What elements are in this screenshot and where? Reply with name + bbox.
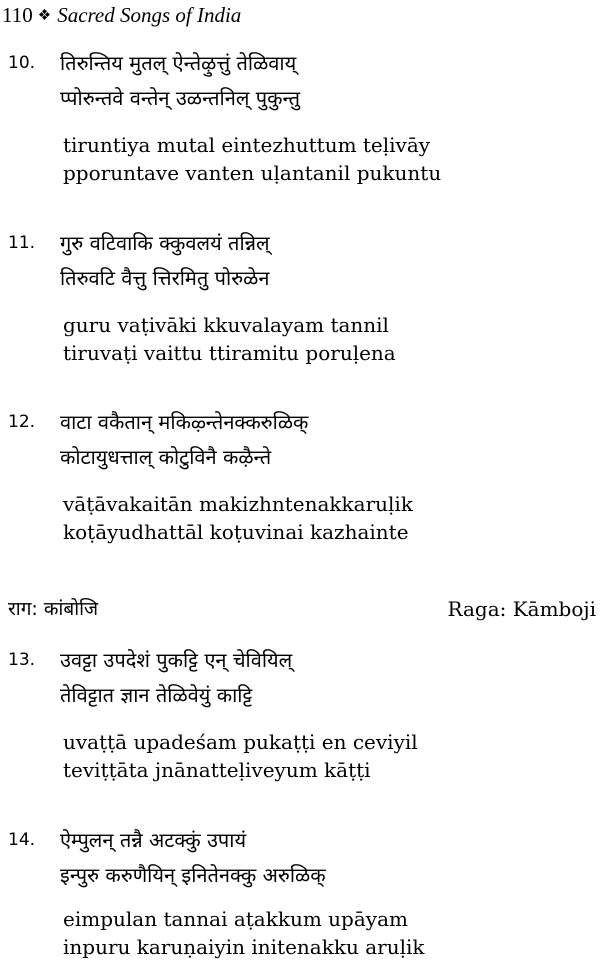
transliteration-line-2: koṭāyudhattāl koṭuvinai kazhainte xyxy=(63,520,409,544)
book-title: Sacred Songs of India xyxy=(57,3,242,27)
transliteration xyxy=(63,905,424,961)
ornament-icon: ❖ xyxy=(37,8,52,24)
devanagari-line-2: प्पोरुन्तवे वन्तेन् उळन्तनिल् पुकुन्तु xyxy=(60,86,301,110)
transliteration-line-1: uvaṭṭā upadeśam pukaṭṭi en ceviyil xyxy=(63,730,418,754)
devanagari-line-2: तिरुवटि वैत्तु त्तिरमितु पोरुळेन xyxy=(60,266,270,290)
verse-number: 11. xyxy=(8,233,36,253)
transliteration-line-1: guru vaṭivāki kkuvalayam tannil xyxy=(63,313,389,337)
transliteration-line-1: tiruntiya mutal eintezhuttum teḷivāy xyxy=(63,133,431,157)
devanagari-line-2: कोटायुधत्ताल् कोटुविनै कऴैन्ते xyxy=(60,445,272,469)
devanagari-line-1: वाटा वकैतान् मकिऴ्न्तेनक्करुळिक् xyxy=(60,410,309,434)
transliteration xyxy=(63,311,396,367)
transliteration xyxy=(63,490,413,546)
page-number: 110 xyxy=(2,3,33,27)
verse-number: 14. xyxy=(8,830,36,850)
devanagari-line-1: ऐम्पुलन् तन्नै अटक्कुं उपायं xyxy=(60,828,247,852)
verse-number: 10. xyxy=(8,53,36,73)
devanagari-line-2: इन्पुरु करुणैयिन् इनितेनक्कु अरुळिक् xyxy=(60,863,326,887)
devanagari-line-2: तेविट्टात ज्ञान तेळिवेयुं काट्टि xyxy=(60,683,253,707)
raga-latin: Raga: Kāmboji xyxy=(447,597,596,621)
raga-devanagari: राग: कांबोजि xyxy=(8,598,99,620)
transliteration-line-2: tiruvaṭi vaittu ttiramitu poruḷena xyxy=(63,341,396,365)
transliteration-line-2: pporuntave vanten uḷantanil pukuntu xyxy=(63,161,442,185)
transliteration-line-2: teviṭṭāta jnānatteḷiveyum kāṭṭi xyxy=(63,758,371,782)
transliteration xyxy=(63,728,418,784)
devanagari-line-1: उवट्टा उपदेशं पुकट्टि एन् चेवियिल् xyxy=(60,648,293,672)
verse-number: 12. xyxy=(8,412,36,432)
raga-heading xyxy=(8,592,596,626)
transliteration-line-2: inpuru karuṇaiyin initenakku aruḷik xyxy=(63,935,425,959)
transliteration-line-1: eimpulan tannai aṭakkum upāyam xyxy=(63,907,408,931)
devanagari-line-1: गुरु वटिवाकि क्कुवलयं तन्निल् xyxy=(60,231,270,255)
transliteration xyxy=(63,131,441,187)
devanagari-line-1: तिरुन्तिय मुतल् ऐन्तेऴुत्तुं तेळिवाय् xyxy=(60,51,297,75)
running-header xyxy=(2,2,241,31)
transliteration-line-1: vāṭāvakaitān makizhntenakkaruḷik xyxy=(63,492,413,516)
verse-number: 13. xyxy=(8,650,36,670)
